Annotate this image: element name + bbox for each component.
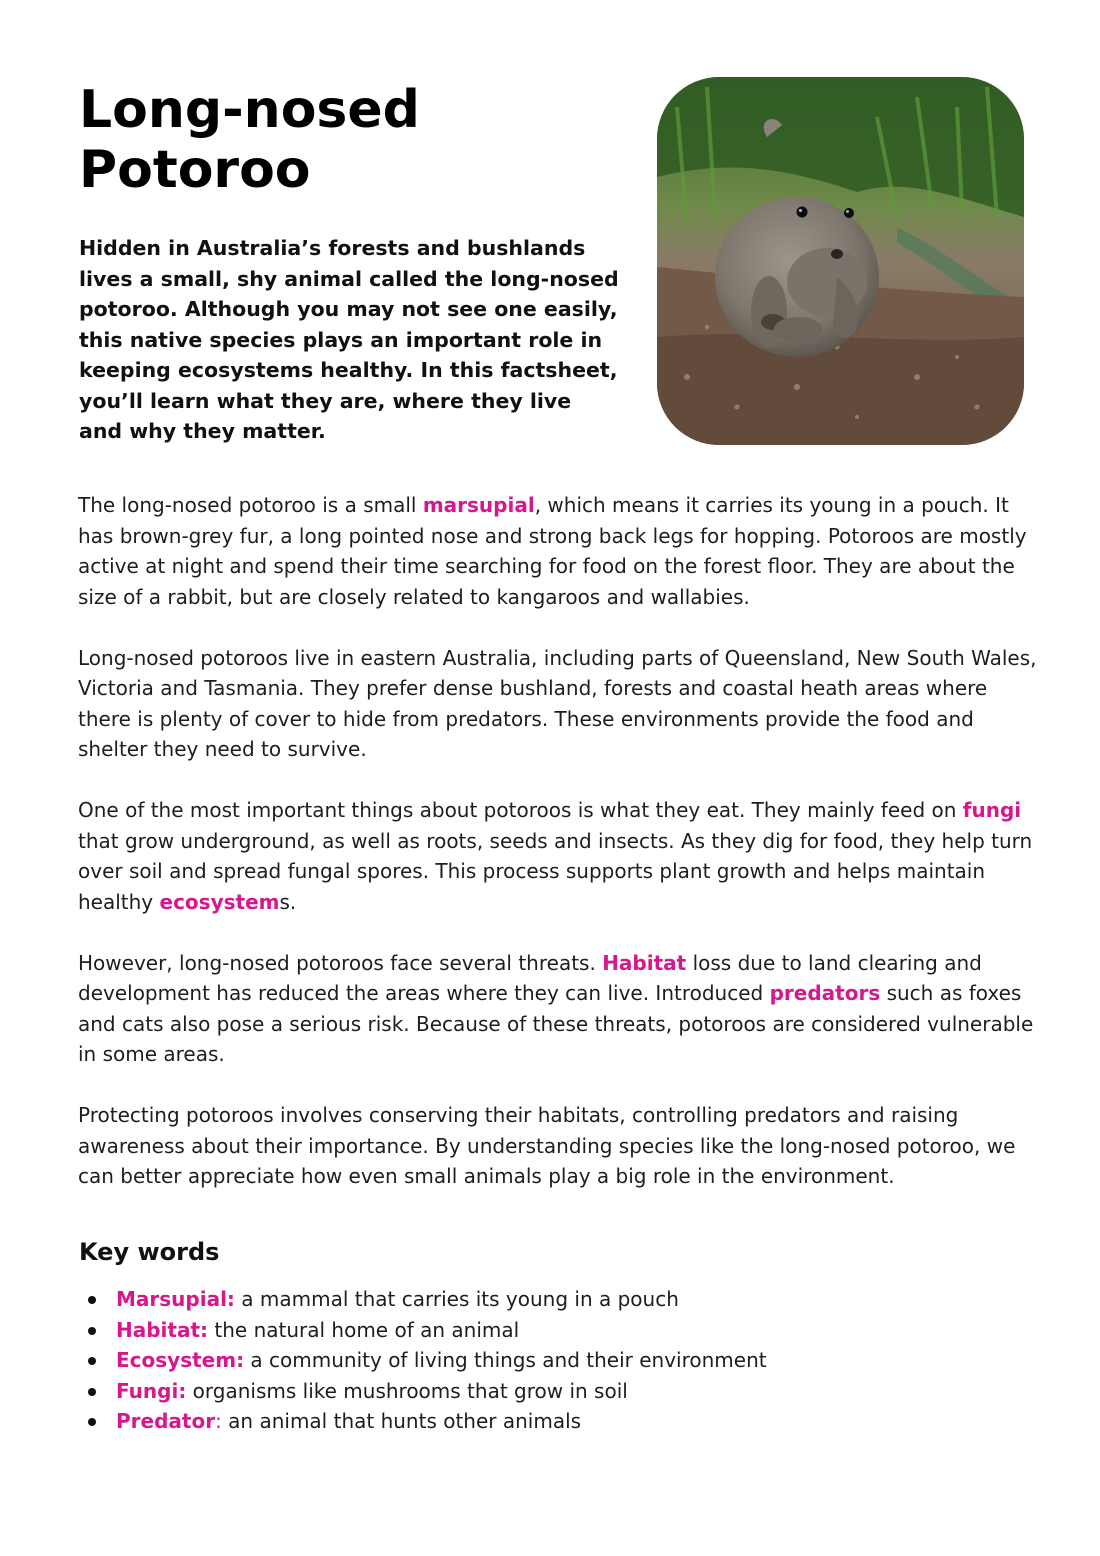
keyword-predators: predators [769, 981, 881, 1005]
keyword-habitat: Habitat [602, 950, 687, 975]
key-words-heading: Key words [79, 1238, 220, 1266]
bullet-icon [88, 1327, 96, 1335]
paragraph-diet: One of the most important things about potoroos is what they eat. They mainly feed on fungi that grow underground, as well as roots, seeds and insects. As they dig for food, they help turn over soil and spread fungal spores. This process supports plant growth and helps maintain healthy ecosystems. [78, 798, 1033, 914]
potoroo-photo [657, 77, 1024, 445]
key-word-item [79, 1284, 767, 1315]
paragraph-description: The long-nosed potoroo is a small marsupial, which means it carries its young in a pouch. It has brown-grey fur, a long pointed nose and strong back legs for hopping. Potoroos are mostly active at night and spend their time searching for food on the forest floor. They are about the size of a rabbit, but are closely related to kangaroos and wallabies. [78, 493, 1027, 609]
key-word-term: Ecosystem: [116, 1348, 245, 1372]
keyword-marsupial: marsupial [422, 493, 535, 517]
key-word-definition: a mammal that carries its young in a pouch [234, 1287, 679, 1311]
article-body [78, 490, 1038, 1222]
key-word-term: Habitat: [116, 1317, 209, 1342]
intro-paragraph: Hidden in Australia’s forests and bushlands lives a small, shy animal called the long-nosed potoroo. Although you may not see one easily, this native species plays an important role in keeping ecosystems healthy. In this factsheet, you’ll learn what they are, where they live and why they matter. [79, 236, 619, 443]
page-title: Long-nosed Potoroo [79, 80, 420, 200]
bullet-icon [88, 1357, 96, 1365]
bullet-icon [88, 1296, 96, 1304]
bullet-icon [88, 1388, 96, 1396]
keyword-ecosystem: ecosystem [159, 889, 280, 914]
key-word-term: Marsupial: [116, 1287, 235, 1311]
key-word-item [79, 1406, 767, 1437]
key-word-item [79, 1376, 767, 1407]
key-word-definition: the natural home of an animal [208, 1317, 520, 1342]
key-word-term: Fungi: [116, 1378, 187, 1403]
key-word-definition: an animal that hunts other animals [221, 1409, 582, 1433]
bullet-icon [88, 1418, 96, 1426]
key-word-item [79, 1315, 767, 1346]
key-word-definition: organisms like mushrooms that grow in soil [186, 1378, 628, 1403]
paragraph-threats: However, long-nosed potoroos face several threats. Habitat loss due to land clearing and development has reduced the areas where they can live. Introduced predators such as foxes and cats also pose a serious risk. Because of these threats, potoroos are considered vulnerable in some areas. [78, 950, 1034, 1066]
keyword-fungi: fungi [962, 798, 1022, 822]
key-word-item [79, 1345, 767, 1376]
key-word-term: Predator [116, 1409, 216, 1433]
key-word-definition: a community of living things and their environment [244, 1348, 767, 1372]
key-word-term-suffix: : [215, 1409, 222, 1433]
paragraph-habitat: Long-nosed potoroos live in eastern Australia, including parts of Queensland, New South Wales, Victoria and Tasmania. They prefer dense bushland, forests and coastal heath areas where there is plenty of cover to hide from predators. These environments provide the food and shelter they need to survive. [78, 645, 1037, 761]
paragraph-conservation: Protecting potoroos involves conserving their habitats, controlling predators and raising awareness about their importance. By understanding species like the long-nosed potoroo, we can better appreciate how even small animals play a big role in the environment. [78, 1103, 1016, 1188]
key-words-list [79, 1284, 767, 1437]
